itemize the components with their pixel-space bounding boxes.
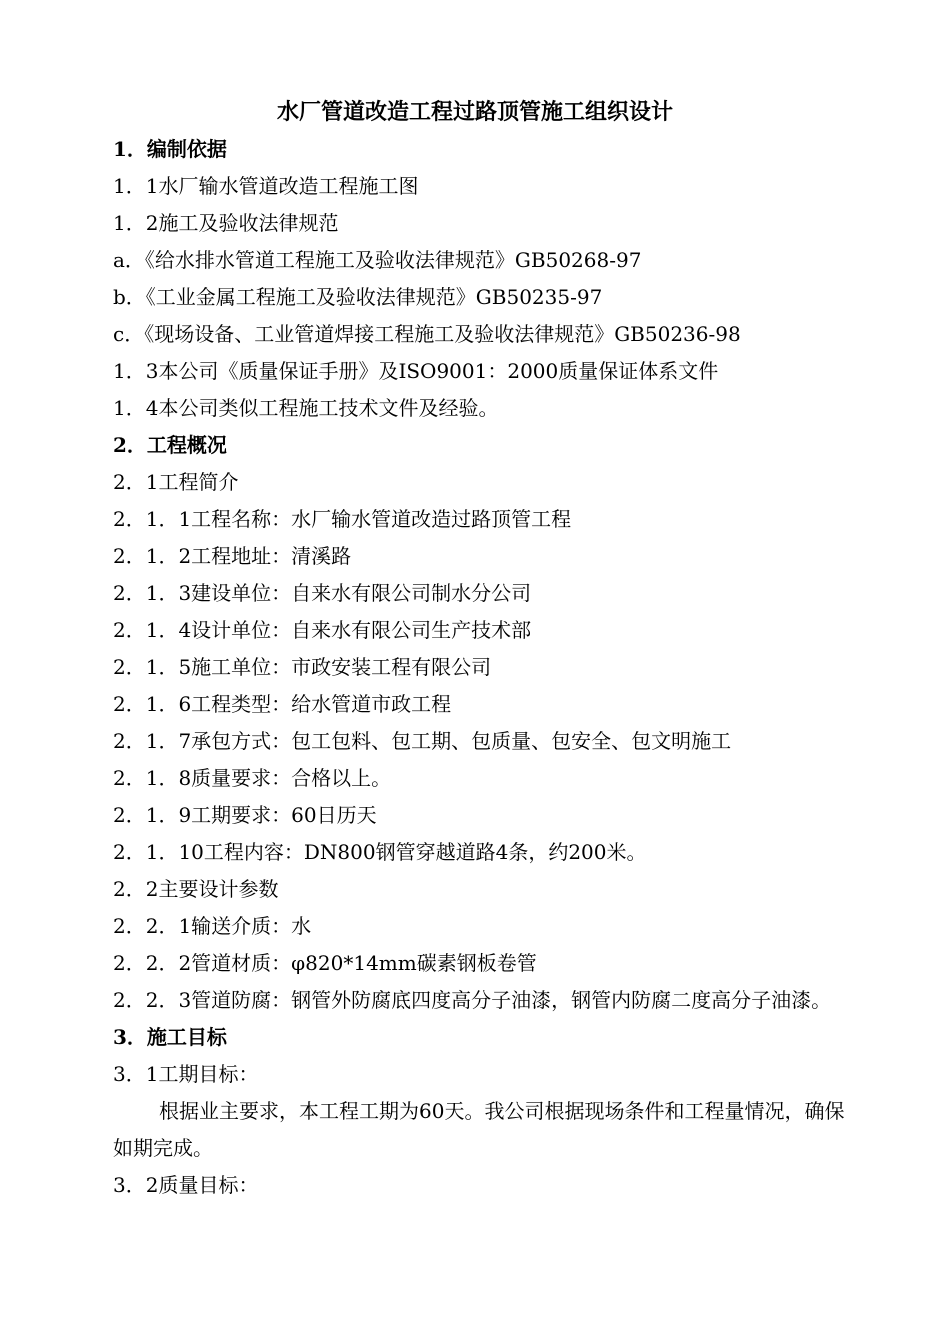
body-paragraph: 根据业主要求，本工程工期为60天。我公司根据现场条件和工程量情况，确保如期完成。 bbox=[113, 1099, 845, 1160]
section-heading: 2．工程概况 bbox=[113, 433, 227, 457]
body-line: 2．1．7承包方式：包工包料、包工期、包质量、包安全、包文明施工 bbox=[113, 729, 732, 753]
body-paragraph: 2．2．3管道防腐：钢管外防腐底四度高分子油漆，钢管内防腐二度高分子油漆。 bbox=[113, 988, 832, 1012]
body-line: 2．2．2管道材质：φ820*14mm碳素钢板卷管 bbox=[113, 951, 537, 975]
body-line: 2．1．1工程名称：水厂输水管道改造过路顶管工程 bbox=[113, 507, 572, 531]
body-line: b．《工业金属工程施工及验收法律规范》GB50235-97 bbox=[113, 285, 603, 309]
body-line: 2．1．8质量要求：合格以上。 bbox=[113, 766, 392, 790]
body-line: 1．1水厂输水管道改造工程施工图 bbox=[113, 174, 419, 198]
body-line: 1．2施工及验收法律规范 bbox=[113, 211, 339, 235]
body-line: 2．1工程简介 bbox=[113, 470, 239, 494]
body-line: 2．1．5施工单位：市政安装工程有限公司 bbox=[113, 655, 492, 679]
body-line: 2．1．9工期要求：60日历天 bbox=[113, 803, 377, 827]
body-line: 2．1．10工程内容：DN800钢管穿越道路4条，约200米。 bbox=[113, 840, 647, 864]
body-line: 2．2主要设计参数 bbox=[113, 877, 279, 901]
section-heading: 3．施工目标 bbox=[113, 1025, 227, 1049]
body-line: 1．4本公司类似工程施工技术文件及经验。 bbox=[113, 396, 499, 420]
body-line: 2．1．4设计单位：自来水有限公司生产技术部 bbox=[113, 618, 532, 642]
body-line: 3．2质量目标： bbox=[113, 1173, 259, 1197]
body-line: 2．1．6工程类型：给水管道市政工程 bbox=[113, 692, 452, 716]
document-body bbox=[113, 131, 863, 1204]
body-line: c．《现场设备、工业管道焊接工程施工及验收法律规范》GB50236-98 bbox=[113, 322, 741, 346]
body-line: 1．3本公司《质量保证手册》及ISO9001：2000质量保证体系文件 bbox=[113, 359, 719, 383]
body-line: 2．2．1输送介质：水 bbox=[113, 914, 312, 938]
section-heading: 1．编制依据 bbox=[113, 137, 227, 161]
body-line: a．《给水排水管道工程施工及验收法律规范》GB50268-97 bbox=[113, 248, 642, 272]
document-title: 水厂管道改造工程过路顶管施工组织设计 bbox=[276, 99, 673, 125]
body-line: 3．1工期目标： bbox=[113, 1062, 259, 1086]
body-line: 2．1．3建设单位：自来水有限公司制水分公司 bbox=[113, 581, 532, 605]
body-line: 2．1．2工程地址：清溪路 bbox=[113, 544, 352, 568]
